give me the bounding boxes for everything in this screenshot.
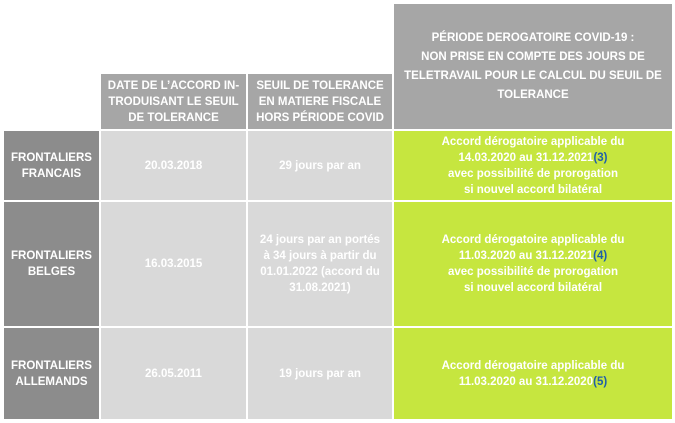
covid-line: Accord dérogatoire applicable du — [441, 135, 625, 148]
header-line: EN MATIERE FISCALE — [258, 95, 382, 108]
header-line: PÉRIODE DEROGATOIRE COVID-19 : — [431, 31, 635, 44]
covid-francais — [394, 131, 672, 200]
reference-note[interactable]: (5) — [593, 375, 608, 388]
header-line: TOLERANCE — [497, 88, 569, 101]
row-label-line: FRANCAIS — [21, 167, 82, 180]
reference-note[interactable]: (3) — [593, 151, 608, 164]
date-value: 26.05.2011 — [145, 367, 202, 380]
header-line: DATE DE L’ACCORD IN- — [107, 79, 240, 92]
row-label-line: FRONTALIERS — [11, 151, 92, 164]
covid-line-with-ref — [459, 150, 608, 166]
date-value: 16.03.2015 — [144, 258, 203, 270]
covid-line-with-ref — [459, 248, 607, 264]
header-line: SEUIL DE TOLERANCE — [256, 79, 384, 92]
header-seuil-tolerance — [248, 74, 392, 129]
reference-note[interactable]: (4) — [593, 250, 608, 262]
covid-line: 11.03.2020 au 31.12.2020 — [458, 375, 594, 388]
header-line: TELETRAVAIL POUR LE CALCUL DU SEUIL DE — [404, 69, 662, 82]
covid-line: si nouvel accord bilatéral — [463, 183, 603, 196]
threshold-allemands — [248, 328, 392, 419]
row-label-line: FRONTALIERS — [11, 250, 92, 262]
threshold-belges — [248, 202, 392, 326]
covid-line: avec possibilité de prorogation — [448, 167, 618, 180]
threshold-line: 19 jours par an — [279, 367, 361, 380]
row-label-line: ALLEMANDS — [15, 375, 88, 388]
threshold-line: 29 jours par an — [279, 159, 361, 172]
covid-allemands — [394, 328, 672, 419]
covid-belges — [394, 202, 672, 326]
covid-line: si nouvel accord bilatéral — [463, 282, 603, 294]
threshold-line: 01.01.2022 (accord du — [260, 266, 380, 278]
covid-line: Accord dérogatoire applicable du — [441, 359, 625, 372]
date-value: 20.03.2018 — [144, 159, 203, 172]
covid-line: 14.03.2020 au 31.12.2021 — [458, 151, 594, 164]
date-belges — [101, 202, 246, 326]
threshold-francais — [248, 131, 392, 200]
threshold-line: à 34 jours à partir du — [263, 250, 377, 262]
threshold-line: 24 jours par an portés — [259, 234, 381, 246]
header-line: NON PRISE EN COMPTE DES JOURS DE — [421, 50, 645, 63]
covid-line: 11.03.2020 au 31.12.2021 — [458, 250, 594, 262]
header-periode-covid — [394, 4, 672, 129]
row-label-francais — [4, 131, 99, 200]
row-label-line: FRONTALIERS — [11, 359, 92, 372]
threshold-line: 31.08.2021) — [289, 282, 351, 294]
date-francais — [101, 131, 246, 200]
header-line: TRODUISANT LE SEUIL — [108, 95, 239, 108]
header-line: HORS PÉRIODE COVID — [256, 111, 384, 124]
header-line: DE TOLERANCE — [128, 111, 219, 124]
date-allemands — [101, 328, 246, 419]
row-label-line: BELGES — [27, 266, 76, 278]
covid-line: avec possibilité de prorogation — [448, 266, 618, 278]
covid-line: Accord dérogatoire applicable du — [441, 234, 625, 246]
row-label-belges — [4, 202, 99, 326]
row-label-allemands — [4, 328, 99, 419]
covid-line-with-ref — [459, 374, 607, 390]
header-date-accord — [101, 74, 246, 129]
